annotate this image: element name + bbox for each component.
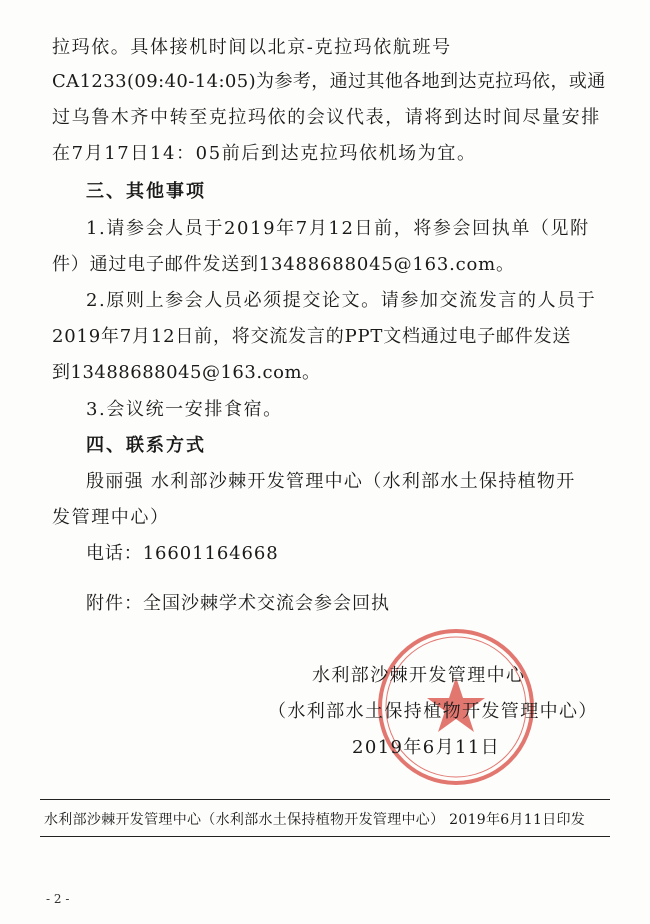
signature-date: 2019年6月11日 xyxy=(352,737,501,758)
section-3-item-2-line-3: 到13488688045@163.com。 xyxy=(52,362,321,383)
attachment-line: 附件：全国沙棘学术交流会参会回执 xyxy=(86,593,390,614)
signature-org-alt: （水利部水土保持植物开发管理中心） xyxy=(268,701,598,722)
contact-line-1: 殷丽强 水利部沙棘开发管理中心（水利部水土保持植物开 xyxy=(86,471,576,492)
contact-line-2: 发管理中心） xyxy=(52,507,170,528)
page-number: - 2 - xyxy=(46,892,70,906)
section-3-item-1-line-2: 件）通过电子邮件发送到13488688045@163.com。 xyxy=(52,254,515,275)
section-3-item-2-line-2: 2019年7月12日前，将交流发言的PPT文档通过电子邮件发送 xyxy=(52,326,572,347)
footer-bottom-rule xyxy=(40,836,610,837)
section-3-item-3: 3.会议统一安排食宿。 xyxy=(86,399,283,420)
body-line-1: 拉玛依。具体接机时间以北京-克拉玛依航班号 xyxy=(52,37,452,58)
signature-org: 水利部沙棘开发管理中心 xyxy=(312,665,526,686)
footer-issuer-line: 水利部沙棘开发管理中心（水利部水土保持植物开发管理中心） 2019年6月11日印发 xyxy=(44,812,586,828)
body-line-4: 在7月17日14：05前后到达克拉玛依机场为宜。 xyxy=(52,143,477,164)
section-3-item-2-line-1: 2.原则上参会人员必须提交论文。请参加交流发言的人员于 xyxy=(86,290,597,311)
body-line-3: 过乌鲁木齐中转至克拉玛依的会议代表，请将到达时间尽量安排 xyxy=(52,107,601,128)
section-4-heading: 四、联系方式 xyxy=(86,435,206,456)
body-line-2: CA1233(09:40-14:05)为参考，通过其他各地到达克拉玛依，或通 xyxy=(52,71,606,92)
contact-phone: 电话：16601164668 xyxy=(86,543,279,564)
footer-top-rule xyxy=(40,799,610,800)
section-3-heading: 三、其他事项 xyxy=(86,181,206,202)
section-3-item-1-line-1: 1.请参会人员于2019年7月12日前，将参会回执单（见附 xyxy=(86,218,590,239)
